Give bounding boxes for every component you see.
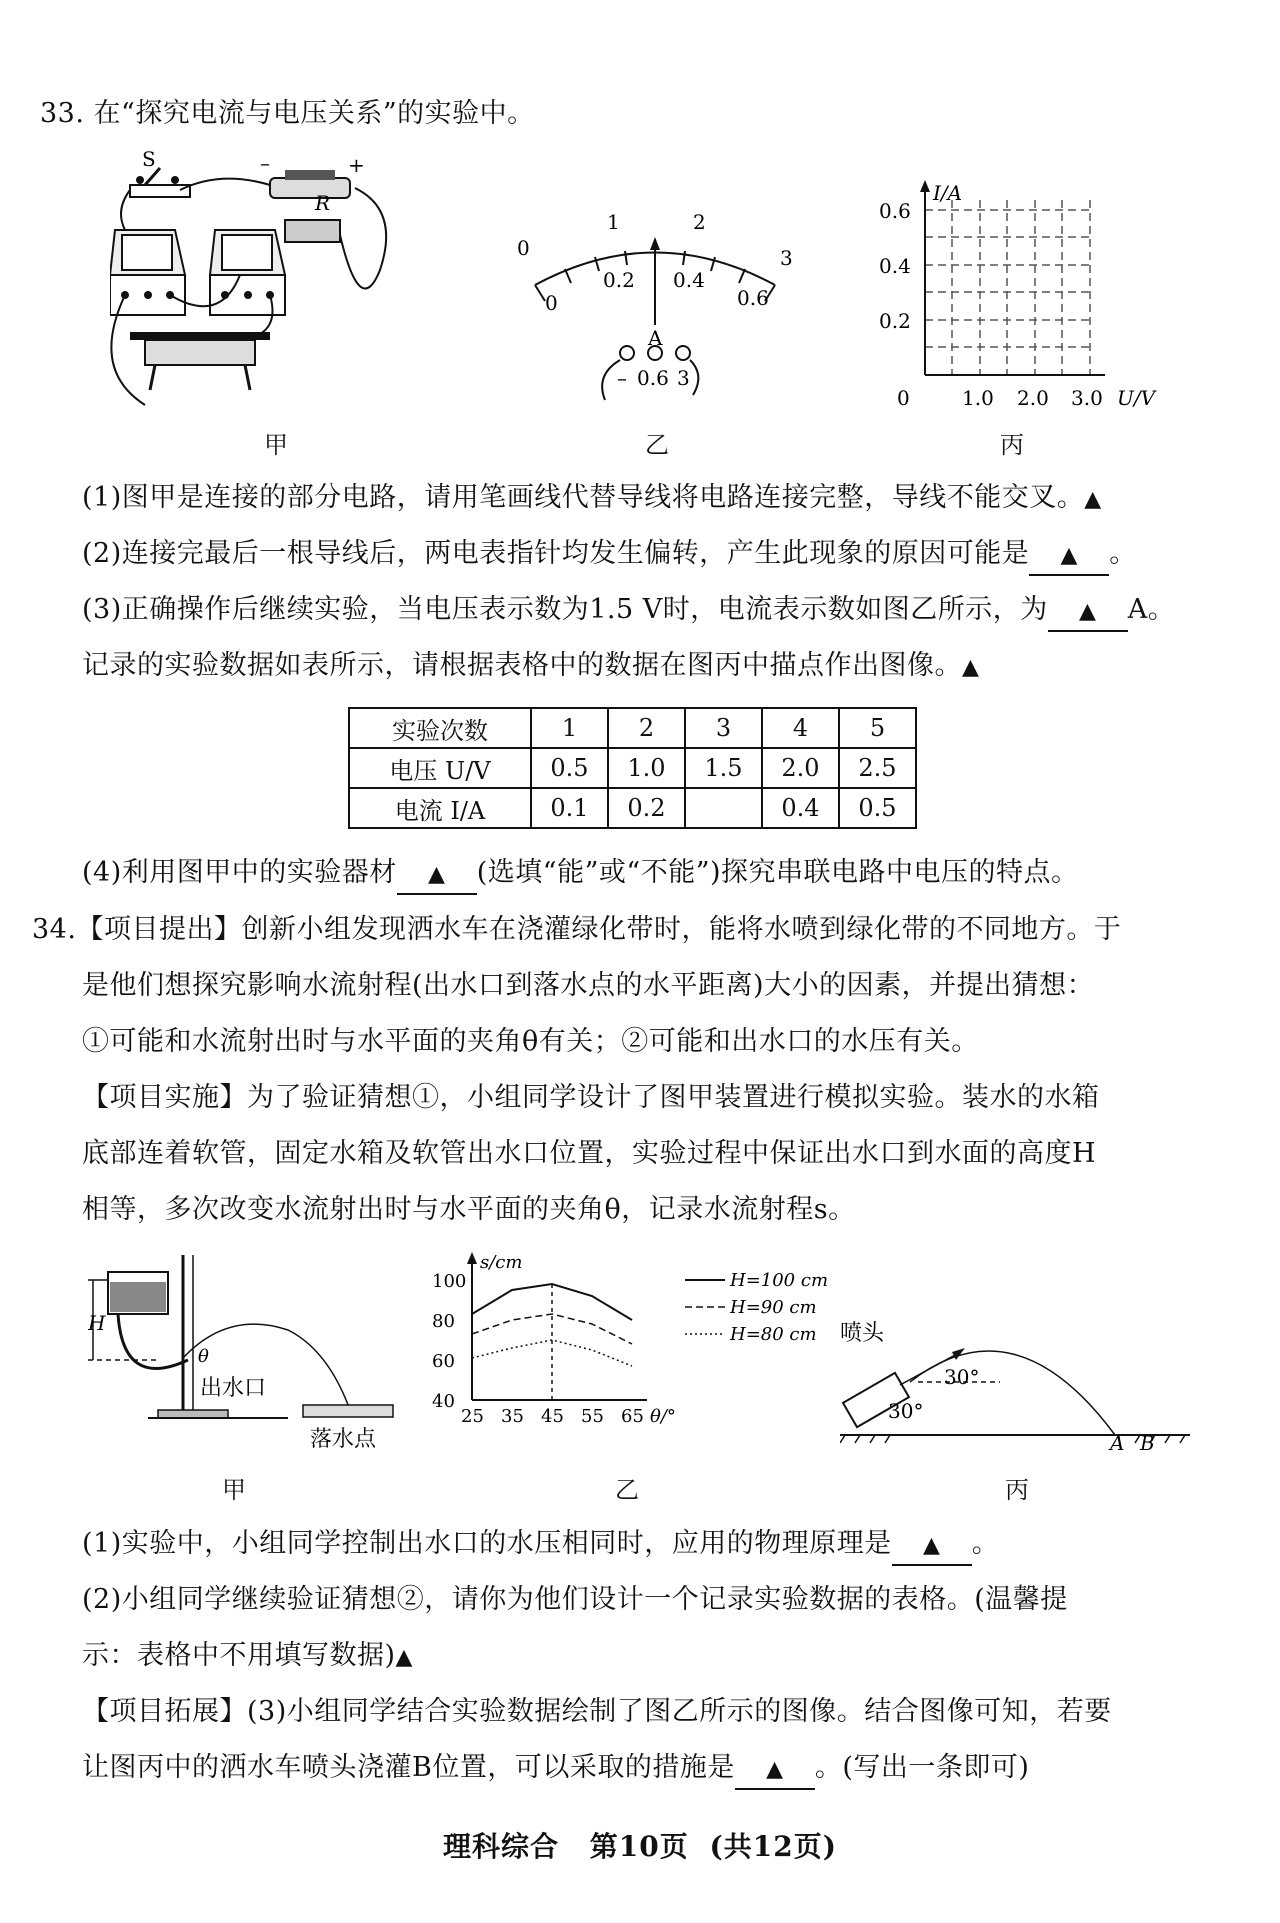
q34-line5: 底部连着软管，固定水箱及软管出水口位置，实验过程中保证出水口到水面的高度H [82,1138,1097,1169]
footer-total: (共12页) [709,1830,837,1863]
grid-xlabel: U/V [1117,386,1156,410]
page-footer [0,1825,1280,1865]
data-table [348,707,917,829]
grid-ytick-02: 0.2 [879,309,911,333]
table-cell: 3 [685,708,762,748]
dial-lower-1: 0.2 [603,268,635,292]
chart-xtick: 25 [461,1406,484,1427]
circuit-figure [110,150,440,410]
q33-part3: (3)正确操作后继续实验，当电压表示数为1.5 V时，电流表示数如图乙所示，为 ▲ A。 [82,592,1175,632]
q34-part2b: 示：表格中不用填写数据)▲ [82,1640,413,1671]
q33-part1: (1)图甲是连接的部分电路，请用笔画线代替导线将电路连接完整，导线不能交叉。▲ [82,482,1102,513]
dial-upper-3: 3 [780,246,793,270]
table-row [349,748,916,788]
legend-label: H=90 cm [730,1297,817,1318]
grid-ytick-06: 0.6 [879,199,911,223]
q34-part3a: 【项目拓展】(3)小组同学结合实验数据绘制了图乙所示的图像。结合图像可知，若要 [82,1696,1112,1727]
table-cell: 1 [531,708,608,748]
answer-blank[interactable]: ▲ [892,1528,972,1566]
q33-part3b: 记录的实验数据如表所示，请根据表格中的数据在图丙中描点作出图像。▲ [82,650,980,681]
ammeter-dial-figure [505,205,805,415]
battery-plus: + [348,153,365,177]
q34-line2: 是他们想探究影响水流射程(出水口到落水点的水平距离)大小的因素，并提出猜想： [82,970,1095,1001]
table-cell: 1.0 [608,748,685,788]
table-cell: 2 [608,708,685,748]
angle-label: θ [198,1346,209,1367]
q34-line1: 34.【项目提出】创新小组发现洒水车在浇灌绿化带时，能将水喷到绿化带的不同地方。于 [32,914,1122,945]
answer-blank[interactable]: ▲ [735,1752,815,1790]
table-cell[interactable] [685,788,762,828]
fig33-yi-caption: 乙 [645,431,669,459]
chart-xtick: 55 [581,1406,604,1427]
terminal-minus: – [617,366,627,390]
table-cell: 1.5 [685,748,762,788]
dial-lower-2: 0.4 [673,268,705,292]
point-b: B [1140,1431,1155,1450]
table-cell: 0.5 [839,788,916,828]
grid-xtick-1: 1.0 [962,386,994,410]
chart-ytick: 100 [432,1271,467,1292]
chart-ylabel: s/cm [480,1252,523,1273]
terminal-3: 3 [677,366,690,390]
water-tank-figure [88,1250,408,1450]
table-cell: 0.4 [762,788,839,828]
dial-unit: A [648,326,663,350]
dial-lower-0: 0 [545,291,558,315]
height-label: H [88,1311,106,1335]
range-chart [400,1250,840,1440]
table-cell: 0.5 [531,748,608,788]
dial-upper-2: 2 [693,210,706,234]
outlet-label: 出水口 [200,1376,267,1401]
dial-lower-3: 0.6 [737,286,769,310]
footer-page: 第10页 [589,1830,689,1863]
fig33-jia-caption: 甲 [264,431,288,459]
chart-xlabel: θ/° [650,1406,676,1427]
chart-y-arrow [467,1252,477,1264]
chart-xtick: 65 [621,1406,644,1427]
fig34-jia-caption: 甲 [222,1476,246,1504]
voltmeter [210,230,285,315]
answer-marker: ▲ [395,1645,413,1670]
landing-label: 落水点 [310,1427,377,1450]
grid-origin: 0 [897,386,910,410]
q34-line4: 【项目实施】为了验证猜想①，小组同学设计了图甲装置进行模拟实验。装水的水箱 [82,1082,1100,1113]
grid-lines [925,200,1090,375]
table-row [349,788,916,828]
table-cell: 4 [762,708,839,748]
chart-ytick: 40 [432,1391,455,1412]
answer-blank[interactable]: ▲ [1029,538,1109,576]
table-cell: 0.1 [531,788,608,828]
chart-ytick: 80 [432,1311,455,1332]
q34-part2a: (2)小组同学继续验证猜想②，请你为他们设计一个记录实验数据的表格。(温馨提 [82,1584,1068,1615]
resistor-label: R [315,191,331,215]
angle-label: 30° [888,1399,924,1423]
table-cell: 2.5 [839,748,916,788]
legend-label: H=80 cm [730,1324,817,1345]
fig34-bing-caption: 丙 [1005,1476,1029,1504]
table-cell: 0.2 [608,788,685,828]
q34-part3b: 让图丙中的洒水车喷头浇灌B位置，可以采取的措施是 ▲ 。(写出一条即可) [82,1750,1029,1790]
dial-upper-1: 1 [607,210,620,234]
q33-part2: (2)连接完最后一根导线后，两电表指针均发生偏转，产生此现象的原因可能是 ▲ 。 [82,536,1137,576]
table-cell: 2.0 [762,748,839,788]
point-a: A [1110,1431,1125,1450]
grid-xtick-3: 3.0 [1071,386,1103,410]
footer-subject: 理科综合 [443,1830,560,1863]
table-cell: 实验次数 [349,708,531,748]
grid-ylabel: I/A [933,181,963,205]
chart-ytick: 60 [432,1351,455,1372]
grid-xtick-2: 2.0 [1017,386,1049,410]
battery-minus: – [260,151,270,175]
dial-upper-0: 0 [517,236,530,260]
q33-title: 33. 在“探究电流与电压关系”的实验中。 [40,98,535,129]
table-cell: 电流 I/A [349,788,531,828]
nozzle-label: 喷头 [840,1321,885,1346]
nozzle-figure [840,1310,1200,1450]
angle-label: 30° [944,1365,980,1389]
answer-marker: ▲ [962,655,980,680]
table-row [349,708,916,748]
q34-line6: 相等，多次改变水流射出时与水平面的夹角θ，记录水流射程s。 [82,1194,856,1225]
fig34-yi-caption: 乙 [615,1476,639,1504]
answer-marker: ▲ [1084,487,1102,512]
answer-blank[interactable]: ▲ [397,857,477,895]
switch-label: S [142,150,156,171]
tank-water [110,1282,166,1312]
iu-grid-figure [875,180,1165,415]
q33-part4: (4)利用图甲中的实验器材 ▲ (选填“能”或“不能”)探究串联电路中电压的特点。 [82,855,1079,895]
q34-part1: (1)实验中，小组同学控制出水口的水压相同时，应用的物理原理是 ▲ 。 [82,1526,999,1566]
fig33-bing-caption: 丙 [1000,431,1024,459]
legend-label: H=100 cm [730,1270,829,1291]
grid-ytick-04: 0.4 [879,254,911,278]
table-cell: 电压 U/V [349,748,531,788]
answer-blank[interactable]: ▲ [1048,594,1128,632]
table-cell: 5 [839,708,916,748]
terminal-06: 0.6 [637,366,669,390]
chart-xtick: 45 [541,1406,564,1427]
chart-xtick: 35 [501,1406,524,1427]
q34-line3: ①可能和水流射出时与水平面的夹角θ有关；②可能和出水口的水压有关。 [82,1026,979,1057]
